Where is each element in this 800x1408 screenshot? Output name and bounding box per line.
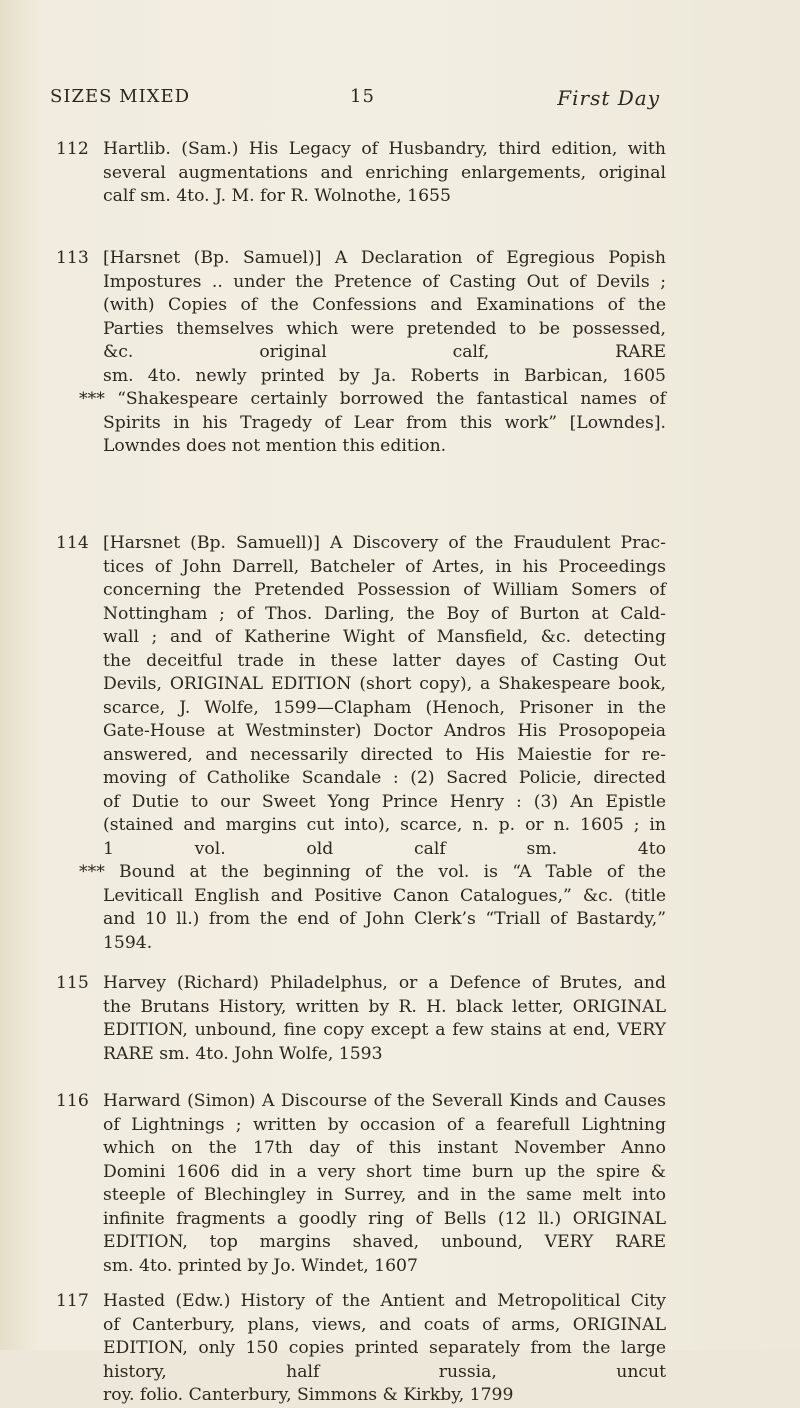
header-section-title: SIZES MIXED xyxy=(50,86,191,107)
entry-line: (with) Copies of the Confessions and Examinations of the xyxy=(103,295,666,315)
lot-number: 117 xyxy=(56,1291,89,1311)
entry-description xyxy=(103,1290,666,1408)
page-header xyxy=(50,86,660,114)
entry-line: EDITION, only 150 copies printed separately from the large xyxy=(103,1338,666,1358)
entry-line: which on the 17th day of this instant November Anno xyxy=(103,1138,666,1158)
entry-line: [Harsnet (Bp. Samuel)] A Declaration of Egregious Popish xyxy=(103,248,666,268)
entry-line: Spirits in his Tragedy of Lear from this work” [Lowndes]. xyxy=(103,412,666,433)
entry-line: *** “Shakespeare certainly borrowed the fantastical names of xyxy=(79,389,666,409)
entry-line: the Brutans History, written by R. H. black letter, ORIGINAL xyxy=(103,996,666,1017)
catalogue-entry xyxy=(56,138,666,209)
entry-line: infinite fragments a goodly ring of Bells (12 ll.) ORIGINAL xyxy=(103,1208,666,1229)
entry-line: Parties themselves which were pretended to be possessed, xyxy=(103,318,666,339)
lot-number: 116 xyxy=(56,1091,89,1111)
entry-line: moving of Catholike Scandale : (2) Sacred Policie, directed xyxy=(103,768,666,788)
entry-line: several augmentations and enriching enlargements, original xyxy=(103,162,666,183)
entry-line: Domini 1606 did in a very short time burn up the spire & xyxy=(103,1161,666,1182)
entry-line: Impostures .. under the Pretence of Casting Out of Devils ; xyxy=(103,271,666,292)
entry-line: [Harsnet (Bp. Samuell)] A Discovery of the Fraudulent Prac- xyxy=(103,533,666,553)
entry-line: Devils, ORIGINAL EDITION (short copy), a Shakespeare book, xyxy=(103,674,666,694)
page-number: 15 xyxy=(350,86,375,107)
entry-line: sm. 4to. newly printed by Ja. Roberts in Barbican, 1605 xyxy=(103,365,666,386)
entry-line: the deceitful trade in these latter dayes of Casting Out xyxy=(103,650,666,671)
entry-description xyxy=(79,247,666,459)
entry-line: Harvey (Richard) Philadelphus, or a Defence of Brutes, and xyxy=(103,973,666,993)
entry-line: calf sm. 4to. J. M. for R. Wolnothe, 1655 xyxy=(103,186,451,206)
entry-line: roy. folio. Canterbury, Simmons & Kirkby, 1799 xyxy=(103,1385,514,1405)
entry-line: 1594. xyxy=(103,932,153,953)
entry-line: EDITION, top margins shaved, unbound, VERY RARE xyxy=(103,1232,666,1252)
entry-line: RARE sm. 4to. John Wolfe, 1593 xyxy=(103,1043,383,1064)
entry-description xyxy=(103,972,666,1066)
catalogue-entry xyxy=(56,1090,666,1278)
catalogue-entry xyxy=(56,247,666,459)
lot-number: 112 xyxy=(56,139,89,159)
entry-line: &c. original calf, RARE xyxy=(103,342,666,362)
entry-description xyxy=(103,138,666,209)
entry-line: of Lightnings ; written by occasion of a fearefull Lightning xyxy=(103,1114,666,1135)
entry-line: Gate-House at Westminster) Doctor Andros His Prosopopeia xyxy=(103,721,666,741)
header-day-label: First Day xyxy=(557,86,660,110)
entry-line: Hartlib. (Sam.) His Legacy of Husbandry, third edition, with xyxy=(103,139,666,159)
entry-description xyxy=(103,1090,666,1278)
entry-line: wall ; and of Katherine Wight of Mansfield, &c. detecting xyxy=(103,627,666,647)
entry-line: history, half russia, uncut xyxy=(103,1361,666,1382)
entry-line: Lowndes does not mention this edition. xyxy=(103,436,447,456)
entry-line: 1 vol. old calf sm. 4to xyxy=(103,838,666,859)
entry-line: tices of John Darrell, Batcheler of Artes, in his Proceedings xyxy=(103,556,666,577)
entry-line: concerning the Pretended Possession of William Somers of xyxy=(103,580,666,600)
entry-line: EDITION, unbound, fine copy except a few stains at end, VERY xyxy=(103,1020,666,1040)
entry-line: sm. 4to. printed by Jo. Windet, 1607 xyxy=(103,1255,418,1276)
entry-line: of Canterbury, plans, views, and coats of arms, ORIGINAL xyxy=(103,1314,666,1335)
entry-line: answered, and necessarily directed to His Maiestie for re- xyxy=(103,744,666,765)
entry-description xyxy=(79,532,666,955)
entry-line: Nottingham ; of Thos. Darling, the Boy of Burton at Cald- xyxy=(103,603,666,624)
catalogue-entry xyxy=(56,532,666,955)
entry-line: Leviticall English and Positive Canon Catalogues,” &c. (title xyxy=(103,885,666,906)
entry-line: *** Bound at the beginning of the vol. is “A Table of the xyxy=(79,862,666,882)
lot-number: 114 xyxy=(56,533,89,553)
catalogue-entry xyxy=(56,1290,666,1408)
entry-line: and 10 ll.) from the end of John Clerk’s “Triall of Bastardy,” xyxy=(103,909,666,929)
lot-number: 113 xyxy=(56,248,89,268)
entry-line: scarce, J. Wolfe, 1599—Clapham (Henoch, Prisoner in the xyxy=(103,697,666,718)
catalogue-entry xyxy=(56,972,666,1066)
entry-line: of Dutie to our Sweet Yong Prince Henry : (3) An Epistle xyxy=(103,791,666,812)
lot-number: 115 xyxy=(56,973,89,993)
entry-line: steeple of Blechingley in Surrey, and in the same melt into xyxy=(103,1185,666,1205)
entry-line: Hasted (Edw.) History of the Antient and Metropolitical City xyxy=(103,1291,666,1311)
entry-line: (stained and margins cut into), scarce, n. p. or n. 1605 ; in xyxy=(103,815,666,835)
entry-line: Harward (Simon) A Discourse of the Severall Kinds and Causes xyxy=(103,1091,666,1111)
